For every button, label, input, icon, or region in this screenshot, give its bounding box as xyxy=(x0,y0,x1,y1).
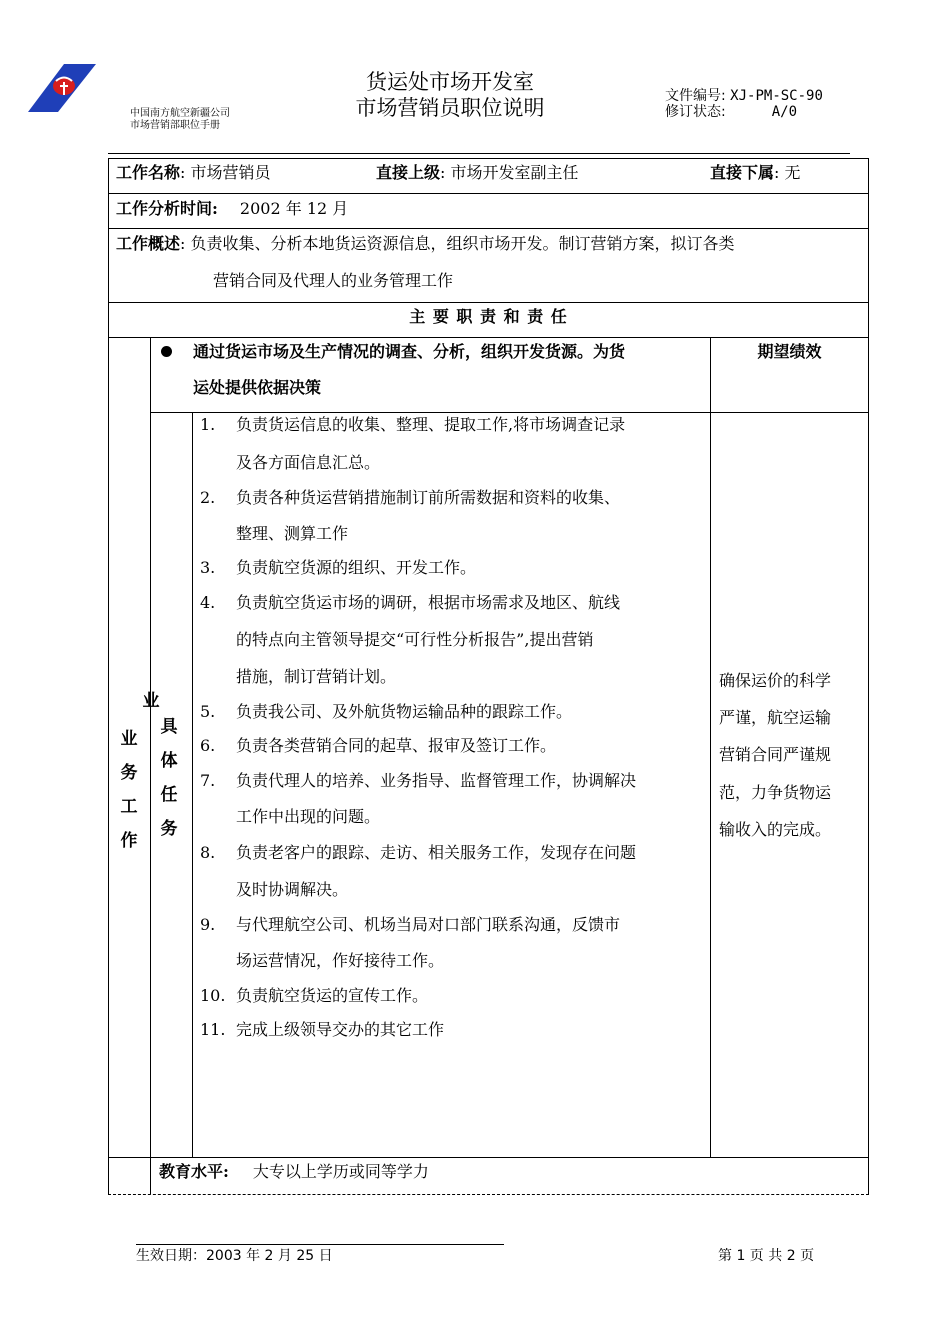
job-name-label: 工作名称 xyxy=(116,163,181,182)
vertical-char: 体 xyxy=(160,751,178,771)
row-divider xyxy=(108,302,869,303)
business-work-label xyxy=(118,722,140,858)
row-divider xyxy=(108,228,869,229)
effective-date: 生效日期：2003 年 2 月 25 日 xyxy=(136,1248,333,1264)
specific-tasks-label xyxy=(158,710,180,846)
task-item xyxy=(200,736,556,756)
bullet-icon xyxy=(161,346,172,357)
vertical-char: 工 xyxy=(120,797,138,817)
revision-value: A/0 xyxy=(771,104,798,120)
task-text: 负责各种货运营销措施制订前所需数据和资料的收集、 xyxy=(236,488,621,507)
task-text: 完成上级领导交办的其它工作 xyxy=(236,1020,445,1039)
task-item xyxy=(200,702,572,722)
expected-line: 营销合同严谨规 xyxy=(719,745,832,764)
task-text: 负责代理人的培养、业务指导、监督管理工作，协调解决 xyxy=(236,771,637,790)
doc-number xyxy=(665,88,823,104)
vertical-char: 业 xyxy=(120,729,138,749)
row-divider xyxy=(108,193,869,194)
task-number: 9. xyxy=(200,915,216,934)
task-text: 与代理航空公司、机场当局对口部门联系沟通，反馈市 xyxy=(236,915,621,934)
superior-value: : 市场开发室副主任 xyxy=(440,163,579,182)
overview-label: 工作概述 xyxy=(116,234,181,253)
task-item xyxy=(200,558,476,578)
vertical-char: 具 xyxy=(160,717,178,737)
job-overview xyxy=(116,234,735,254)
education xyxy=(159,1162,429,1182)
manual-name: 市场营销部职位手册 xyxy=(130,120,220,131)
company-block xyxy=(130,108,230,132)
task-text: 负责货运信息的收集、整理、提取工作,将市场调查记录 xyxy=(236,415,626,434)
task-text: 负责老客户的跟踪、走访、相关服务工作，发现存在问题 xyxy=(236,843,637,862)
task-text-cont: 及时协调解决。 xyxy=(236,880,349,899)
row-divider xyxy=(150,412,869,413)
task-item xyxy=(200,415,625,435)
overview-line1: : 负责收集、分析本地货运资源信息，组织市场开发。制订营销方案，拟订各类 xyxy=(180,234,735,253)
page-title-line1: 货运处市场开发室 xyxy=(366,70,534,94)
vertical-char-overlap: 业 xyxy=(142,691,160,711)
expected-line: 确保运价的科学 xyxy=(719,671,832,690)
task-text: 负责航空货运市场的调研，根据市场需求及地区、航线 xyxy=(236,593,621,612)
education-value: 大专以上学历或同等学力 xyxy=(252,1162,429,1181)
col-divider xyxy=(150,337,151,1194)
row-divider xyxy=(108,1157,869,1158)
table-bottom-dashed xyxy=(108,1194,869,1195)
education-label: 教育水平: xyxy=(159,1162,229,1181)
doc-number-label: 文件编号: xyxy=(665,88,726,104)
expected-line: 输收入的完成。 xyxy=(719,820,832,839)
task-text-cont: 措施，制订营销计划。 xyxy=(236,667,397,686)
task-text: 负责我公司、及外航货物运输品种的跟踪工作。 xyxy=(236,702,573,721)
expected-line: 范，力争货物运 xyxy=(719,783,832,802)
page-title-line2: 市场营销员职位说明 xyxy=(355,96,545,120)
superior-label: 直接上级 xyxy=(376,163,441,182)
analysis-time xyxy=(116,199,348,219)
task-number: 10. xyxy=(200,986,226,1005)
job-name xyxy=(116,163,271,183)
vertical-char: 务 xyxy=(160,819,178,839)
main-duties-heading: 主 要 职 责 和 责 任 xyxy=(409,307,568,326)
task-text: 负责航空货运的宣传工作。 xyxy=(236,986,429,1005)
task-number: 7. xyxy=(200,771,216,790)
task-item xyxy=(200,915,620,935)
task-number: 3. xyxy=(200,558,216,577)
task-text: 负责各类营销合同的起草、报审及签订工作。 xyxy=(236,736,557,755)
direct-subordinate xyxy=(710,163,801,183)
task-text-cont: 整理、测算工作 xyxy=(236,524,349,543)
task-item xyxy=(200,1020,444,1040)
task-number: 4. xyxy=(200,593,216,612)
task-number: 5. xyxy=(200,702,216,721)
task-item xyxy=(200,488,620,508)
analysis-time-label: 工作分析时间: xyxy=(116,199,218,218)
task-text-cont: 工作中出现的问题。 xyxy=(236,807,381,826)
duty-line2: 运处提供依据决策 xyxy=(193,378,322,397)
expected-line: 严谨，航空运输 xyxy=(719,708,832,727)
task-number: 2. xyxy=(200,488,216,507)
task-number: 1. xyxy=(200,415,216,434)
task-text-cont: 的特点向主管领导提交“可行性分析报告”,提出营销 xyxy=(236,630,594,649)
task-number: 8. xyxy=(200,843,216,862)
col-divider xyxy=(710,337,711,1157)
vertical-char: 任 xyxy=(160,785,178,805)
vertical-char: 作 xyxy=(120,831,138,851)
task-number: 11. xyxy=(200,1020,226,1039)
company-name: 中国南方航空新疆公司 xyxy=(130,108,230,119)
task-item xyxy=(200,843,636,863)
task-number: 6. xyxy=(200,736,216,755)
direct-superior xyxy=(376,163,579,183)
row-divider xyxy=(108,337,869,338)
task-text: 负责航空货源的组织、开发工作。 xyxy=(236,558,477,577)
company-logo xyxy=(28,64,96,112)
duty-line1: 通过货运市场及生产情况的调查、分析，组织开发货源。为货 xyxy=(193,342,626,361)
page-number: 第 1 页 共 2 页 xyxy=(718,1248,815,1264)
footer-divider xyxy=(136,1244,504,1245)
task-text-cont: 场运营情况，作好接待工作。 xyxy=(236,951,445,970)
subordinate-label: 直接下属 xyxy=(710,163,775,182)
job-name-value: : 市场营销员 xyxy=(180,163,271,182)
task-item xyxy=(200,986,428,1006)
subordinate-value: : 无 xyxy=(774,163,801,182)
task-text-cont: 及各方面信息汇总。 xyxy=(236,453,381,472)
task-item xyxy=(200,593,620,613)
overview-line2: 营销合同及代理人的业务管理工作 xyxy=(213,271,454,290)
header-divider xyxy=(108,153,850,154)
expected-performance-header: 期望绩效 xyxy=(757,342,822,361)
col-divider xyxy=(192,412,193,1157)
doc-number-value: XJ-PM-SC-90 xyxy=(730,88,823,104)
vertical-char: 务 xyxy=(120,763,138,783)
revision-status xyxy=(665,104,797,120)
revision-label: 修订状态: xyxy=(665,104,726,120)
analysis-time-value: 2002 年 12 月 xyxy=(239,199,349,218)
task-item xyxy=(200,771,636,791)
